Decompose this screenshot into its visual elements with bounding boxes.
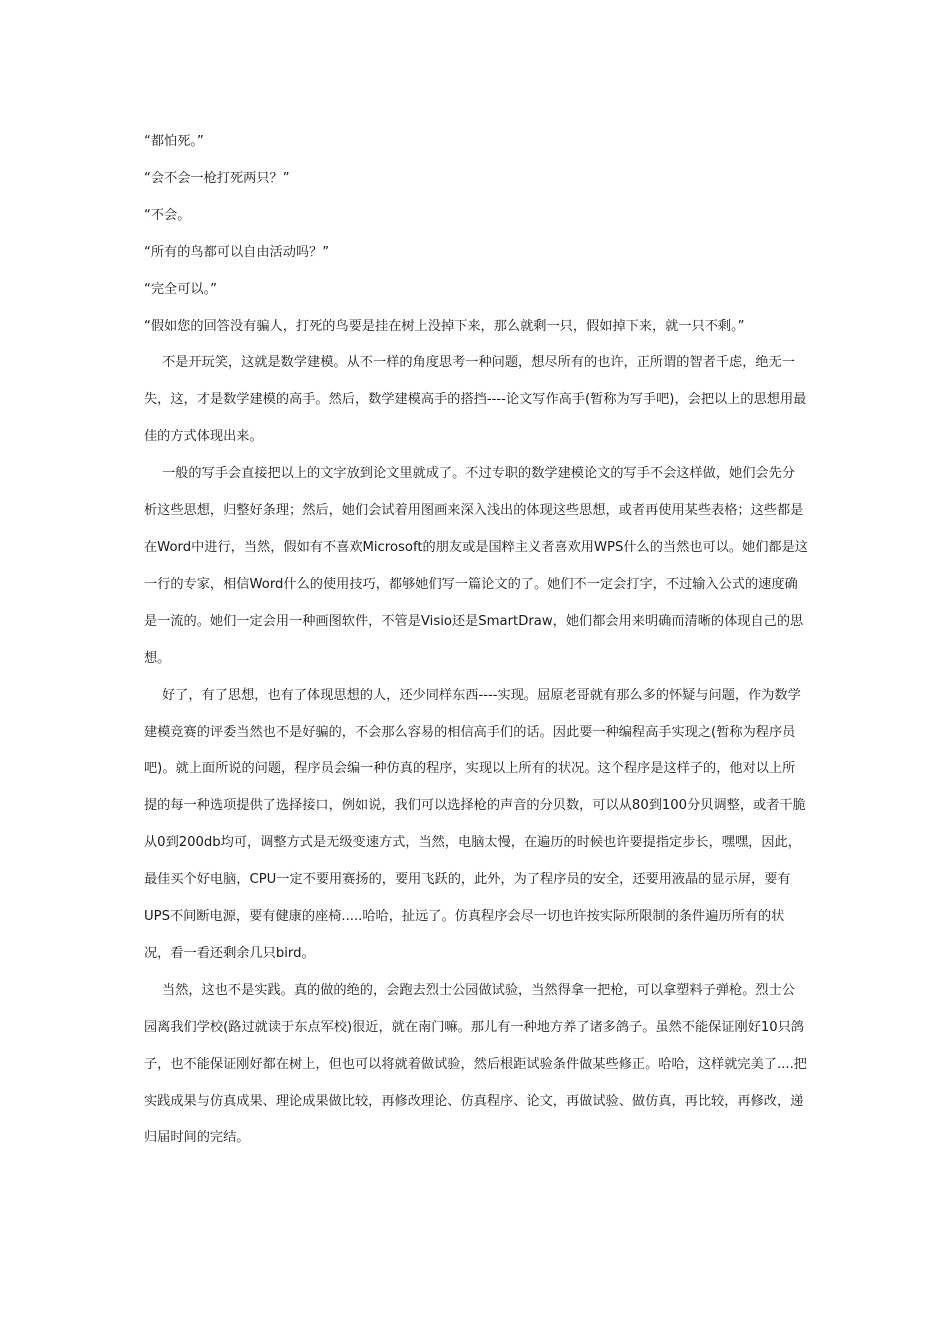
dialogue-line-4: “所有的鸟都可以自由活动吗？” (144, 244, 330, 260)
paragraph-writers: 一般的写手会直接把以上的文字放到论文里就成了。不过专职的数学建模论文的写手不会这样做，她们会先分析这些思想，归整好条理；然后，她们会试着用图画来深入浅出的体现这些思想，或者再使用某些表格；这些都是在Word中进行，当然，假如有不喜欢Microsoft的朋友或是国粹主义者喜欢用WPS什么的当然也可以。她们都是这一行的专家，相信Word什么的使用技巧，都够她们写一篇论文的了。她们不一定会打字，不过输入公式的速度确是一流的。她们一定会用一种画图软件，不管是Visio还是SmartDraw，她们都会用来明确而清晰的体现自己的思想。 (144, 466, 808, 666)
dialogue-line-1: “都怕死。” (144, 134, 204, 149)
document-body (144, 124, 808, 1157)
paragraph-modeling: 不是开玩笑，这就是数学建模。从不一样的角度思考一种问题，想尽所有的也许，正所谓的智者千虑，绝无一失，这，才是数学建模的高手。然后，数学建模高手的搭挡----论文写作高手(暂称为写手吧)，会把以上的思想用最佳的方式体现出来。 (144, 355, 807, 445)
dialogue-line-5: “完全可以。” (144, 281, 218, 297)
dialogue-line-6: “假如您的回答没有骗人，打死的鸟要是挂在树上没掉下来，那么就剩一只，假如掉下来，就一只不剩。” (144, 318, 745, 334)
paragraph-programmers: 好了，有了思想，也有了体现思想的人，还少同样东西----实现。屈原老哥就有那么多的怀疑与问题，作为数学建模竞赛的评委当然也不是好骗的，不会那么容易的相信高手们的话。因此要一种编程高手实现之(暂称为程序员吧)。就上面所说的问题，程序员会编一种仿真的程序，实现以上所有的状况。这个程序是这样子的，他对以上所提的每一种选项提供了选择接口，例如说，我们可以选择枪的声音的分贝数，可以从80到100分贝调整，或者干脆从0到200db均可，调整方式是无级变速方式，当然，电脑太慢，在遍历的时候也许要提指定步长，嘿嘿，因此，最佳买个好电脑，CPU一定不要用赛扬的，要用飞跃的，此外，为了程序员的安全，还要用液晶的显示屏，要有UPS不间断电源，要有健康的座椅.....哈哈，扯远了。仿真程序会尽一切也许按实际所限制的条件遍历所有的状况，看一看还剩余几只bird。 (144, 687, 806, 961)
paragraph-experiment: 当然，这也不是实践。真的做的绝的，会跑去烈士公园做试验，当然得拿一把枪，可以拿塑料子弹枪。烈士公园离我们学校(路过就读于东点军校)很近，就在南门嘛。那儿有一种地方养了诸多鸽子。虽然不能保证刚好10只鸽子，也不能保证刚好都在树上，但也可以将就着做试验，然后根距试验条件做某些修正。哈哈，这样就完美了....把实践成果与仿真成果、理论成果做比较，再修改理论、仿真程序、论文，再做试验、做仿真，再比较，再修改，递归届时间的完结。 (144, 982, 807, 1146)
dialogue-line-3: “不会。 (144, 207, 191, 223)
dialogue-line-2: “会不会一枪打死两只？” (144, 170, 290, 186)
